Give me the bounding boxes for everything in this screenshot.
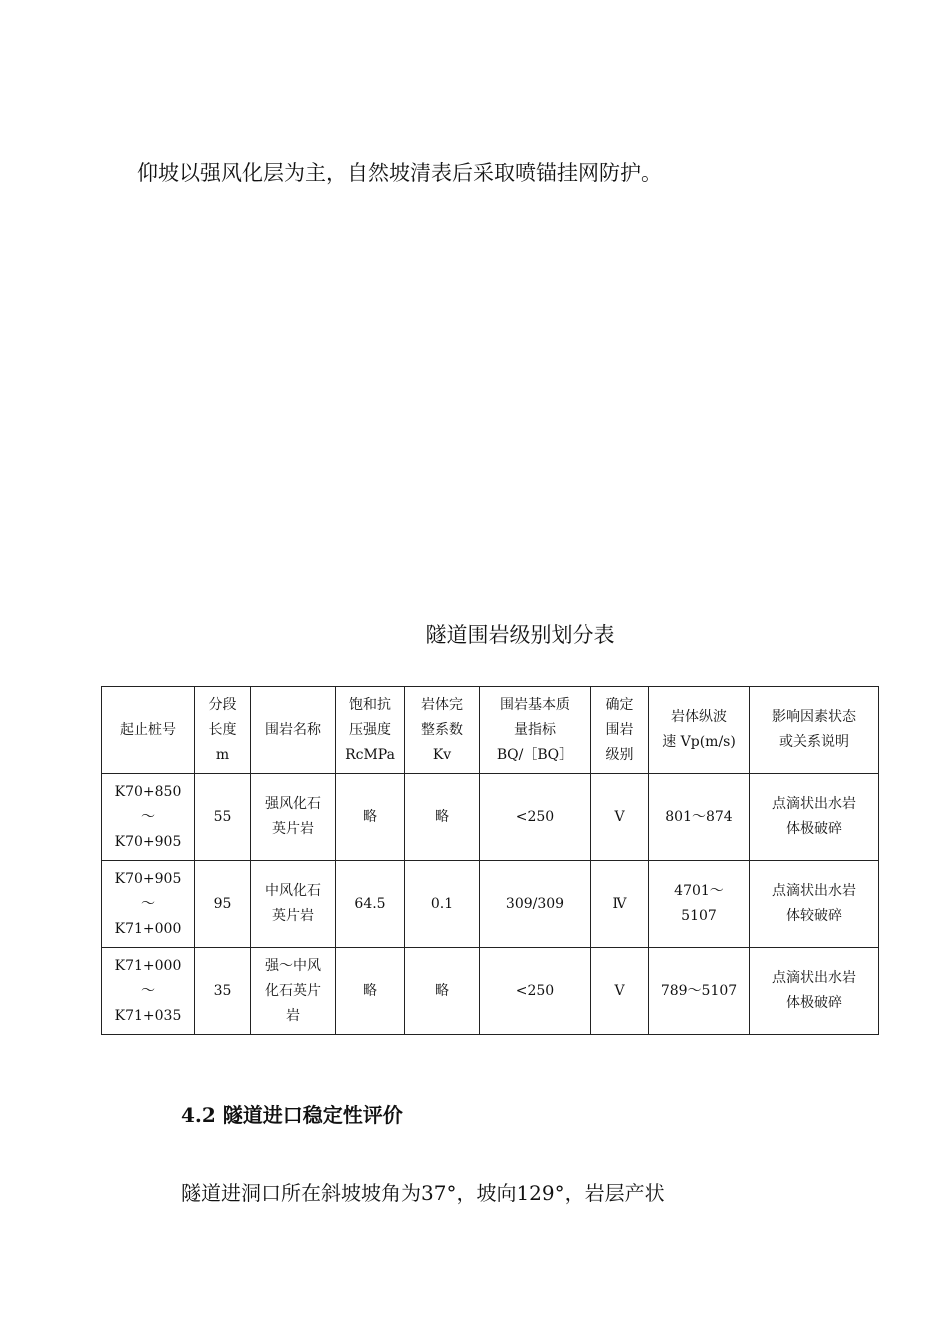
table-row — [102, 861, 879, 948]
table-row — [102, 948, 879, 1035]
cell-station: K70+850 ～ K70+905 — [102, 774, 195, 861]
rock-grade-table — [101, 686, 879, 1035]
cell-kv: 略 — [405, 774, 480, 861]
cell-vp: 4701～ 5107 — [649, 861, 750, 948]
cell-rc: 略 — [336, 774, 405, 861]
cell-length: 35 — [195, 948, 251, 1035]
cell-bq: 309/309 — [480, 861, 591, 948]
header-length: 分段 长度 m — [195, 687, 251, 774]
body-paragraph-top: 仰坡以强风化层为主，自然坡清表后采取喷锚挂网防护。 — [137, 161, 662, 185]
header-rc: 饱和抗 压强度 RcMPa — [336, 687, 405, 774]
table-row — [102, 774, 879, 861]
cell-kv: 0.1 — [405, 861, 480, 948]
cell-rc: 略 — [336, 948, 405, 1035]
section-heading: 4.2 隧道进口稳定性评价 — [181, 1103, 403, 1127]
table-caption: 隧道围岩级别划分表 — [425, 623, 615, 647]
header-kv: 岩体完 整系数 Kv — [405, 687, 480, 774]
cell-grade: Ⅳ — [591, 861, 649, 948]
body-paragraph-bottom: 隧道进洞口所在斜坡坡角为37°，坡向129°，岩层产状 — [181, 1181, 665, 1205]
header-remark: 影响因素状态 或关系说明 — [750, 687, 879, 774]
header-bq: 围岩基本质 量指标 BQ/［BQ］ — [480, 687, 591, 774]
header-rock-name: 围岩名称 — [251, 687, 336, 774]
cell-remark: 点滴状出水岩 体极破碎 — [750, 948, 879, 1035]
table-header-row — [102, 687, 879, 774]
header-station: 起止桩号 — [102, 687, 195, 774]
cell-kv: 略 — [405, 948, 480, 1035]
cell-bq: <250 — [480, 948, 591, 1035]
cell-rc: 64.5 — [336, 861, 405, 948]
cell-vp: 789～5107 — [649, 948, 750, 1035]
cell-grade: Ⅴ — [591, 774, 649, 861]
cell-station: K70+905 ～ K71+000 — [102, 861, 195, 948]
cell-length: 55 — [195, 774, 251, 861]
cell-rock-name: 强风化石 英片岩 — [251, 774, 336, 861]
cell-length: 95 — [195, 861, 251, 948]
cell-rock-name: 中风化石 英片岩 — [251, 861, 336, 948]
cell-grade: Ⅴ — [591, 948, 649, 1035]
cell-bq: <250 — [480, 774, 591, 861]
cell-station: K71+000 ～ K71+035 — [102, 948, 195, 1035]
header-vp: 岩体纵波 速 Vp(m/s) — [649, 687, 750, 774]
header-grade: 确定 围岩 级别 — [591, 687, 649, 774]
cell-vp: 801～874 — [649, 774, 750, 861]
cell-remark: 点滴状出水岩 体较破碎 — [750, 861, 879, 948]
cell-rock-name: 强～中风 化石英片 岩 — [251, 948, 336, 1035]
cell-remark: 点滴状出水岩 体极破碎 — [750, 774, 879, 861]
